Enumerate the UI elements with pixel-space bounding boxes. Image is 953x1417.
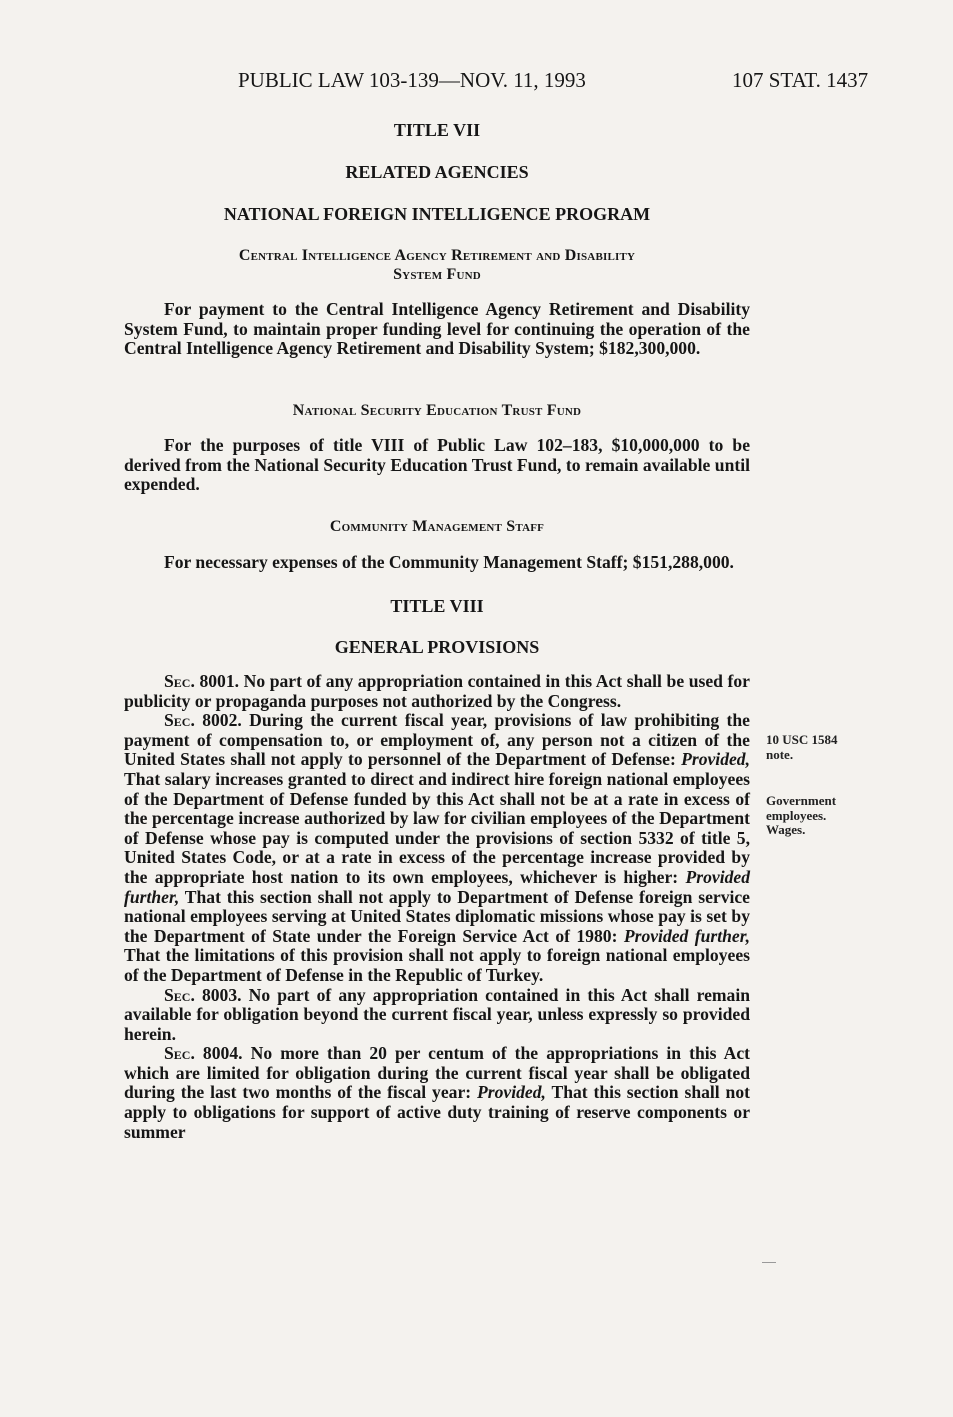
public-law-header: PUBLIC LAW 103-139—NOV. 11, 1993: [238, 68, 586, 92]
section-label: Sec. 8002.: [164, 710, 242, 731]
section-8004: [124, 1044, 750, 1142]
section-8002: [124, 711, 750, 985]
community-staff-paragraph: [124, 553, 750, 573]
proviso-italic: Provided,: [477, 1082, 546, 1103]
education-fund-text: For the purposes of title VIII of Public Law 102–183, $10,000,000 to be derived from the National Security Education Trust Fund, to remain available until expended.: [124, 435, 750, 495]
margin-rule: [762, 1262, 776, 1263]
margin-note-wages: [766, 794, 876, 838]
margin-note-line: Wages.: [766, 822, 806, 837]
section-label: Sec. 8001.: [164, 671, 240, 691]
margin-note-usc: [766, 733, 876, 762]
margin-note-line: note.: [766, 746, 794, 762]
margin-note-line: employees.: [766, 807, 827, 823]
section-8001: [124, 672, 750, 711]
section-8003: [124, 986, 750, 1045]
proviso-italic: Provided further,: [623, 925, 751, 946]
margin-note-line: Government: [766, 793, 837, 808]
general-provisions-heading: GENERAL PROVISIONS: [334, 637, 540, 657]
section-text: No part of any appropriation contained in this Act shall be used for publicity or propaganda purposes not authorized by the Congress.: [124, 671, 750, 711]
section-text: That this section shall not apply to Department of Defense foreign service national employees serving at United States diplomatic missions whose pay is set by the Department of State under the Foreign Service Act of 1980:: [124, 886, 750, 946]
cia-fund-text: For payment to the Central Intelligence Agency Retirement and Disability System Fund, to maintain proper funding level for continuing the operation of the Central Intelligence Agency Retirement and Disability System; $182,300,000.: [124, 299, 750, 359]
education-fund-heading: National Security Education Trust Fund: [292, 402, 582, 419]
title-vii-heading: TITLE VII: [393, 120, 481, 140]
section-text: That salary increases granted to direct and indirect hire foreign national employees of the Department of Defense funded by this Act shall not be at a rate in excess of the percentage increase authorized by law for civilian employees of the Department of Defense whose pay is computed under the provisions of section 5332 of title 5, United States Code, or at a rate in excess of the percentage increase provided by the appropriate host nation to its own employees, whichever is higher:: [124, 768, 750, 887]
section-text: No more than 20 per centum of the appropriations in this Act which are limited for obligation during the current fiscal year shall be obligated during the last two months of the fiscal year:: [124, 1043, 750, 1103]
statute-page-number: 107 STAT. 1437: [732, 68, 869, 92]
cia-fund-heading-line2: System Fund: [393, 266, 481, 283]
proviso-italic: Provided further,: [124, 866, 750, 907]
related-agencies-heading: RELATED AGENCIES: [345, 162, 529, 182]
community-staff-heading: Community Management Staff: [329, 518, 545, 535]
section-text: That the limitations of this provision shall not apply to foreign national employees of the Department of Defense in the Republic of Turkey.: [124, 945, 750, 985]
proviso-italic: Provided,: [681, 749, 750, 770]
section-label: Sec. 8003.: [164, 984, 242, 1005]
community-staff-text: For necessary expenses of the Community Management Staff; $151,288,000.: [164, 552, 734, 572]
program-heading: NATIONAL FOREIGN INTELLIGENCE PROGRAM: [223, 204, 651, 224]
education-fund-paragraph: [124, 436, 750, 495]
cia-fund-paragraph: [124, 300, 750, 359]
general-provisions-body: [124, 672, 750, 1142]
section-label: Sec. 8004.: [164, 1043, 243, 1064]
title-viii-heading: TITLE VIII: [390, 596, 484, 616]
section-text: That this section shall not apply to obligations for support of active duty training of reserve components or summer: [124, 1082, 751, 1142]
section-text: During the current fiscal year, provisions of law prohibiting the payment of compensation to, or employment of, any person not a citizen of the United States shall not apply to personnel of the Department of Defense:: [124, 710, 750, 770]
cia-fund-heading-line1: Central Intelligence Agency Retirement and Disability: [238, 247, 636, 264]
section-text: No part of any appropriation contained in this Act shall remain available for obligation beyond the current fiscal year, unless expressly so provided herein.: [124, 984, 751, 1044]
margin-note-line: 10 USC 1584: [766, 732, 838, 747]
